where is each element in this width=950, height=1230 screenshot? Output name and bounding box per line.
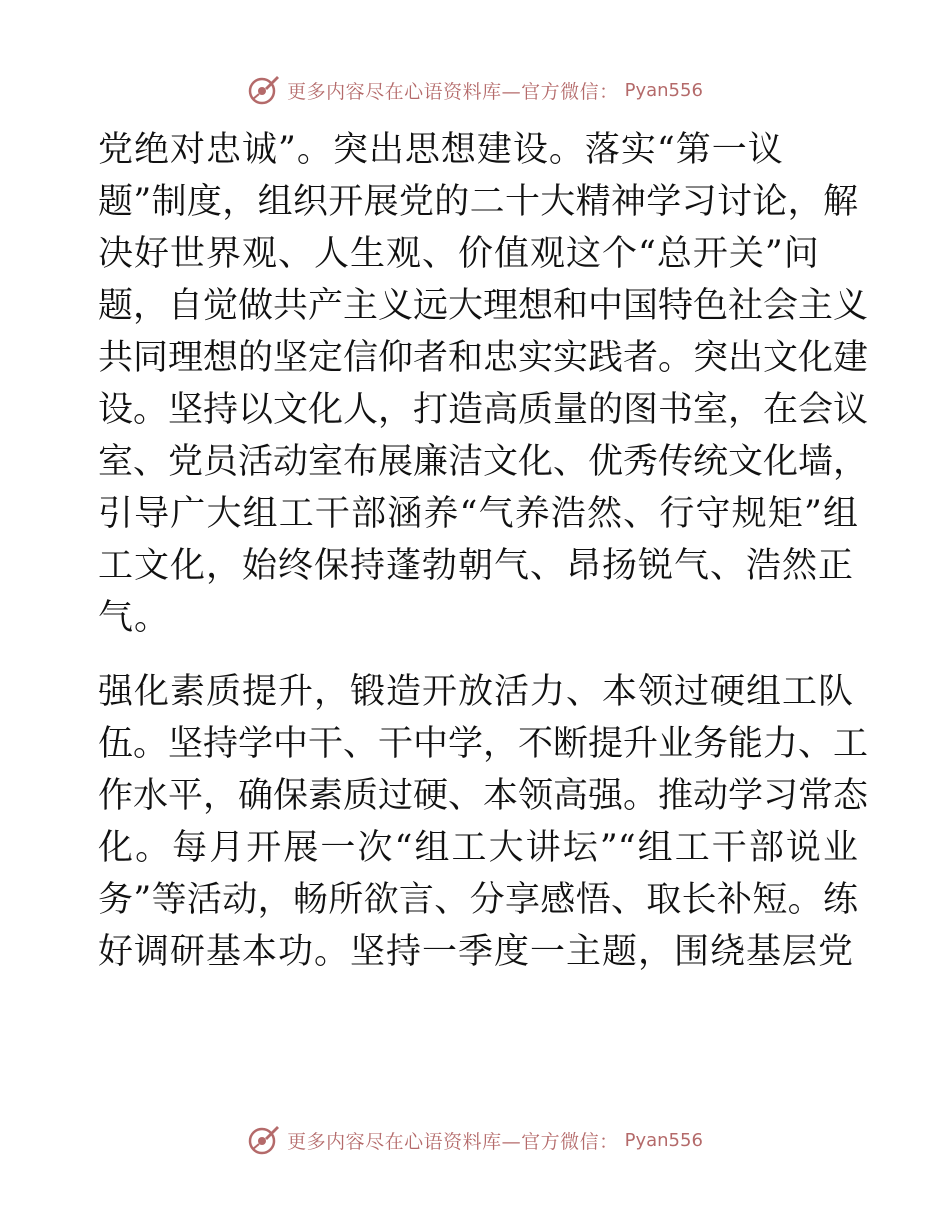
text-line: 决好世界观、人生观、价值观这个“总开关”问 (98, 234, 820, 274)
text-line: 党绝对忠诚”。突出思想建设。落实“第一议 (98, 130, 784, 170)
watermark-wechat-id: Pyan556 (624, 79, 703, 101)
text-line: 工文化，始终保持蓬勃朝气、昂扬锐气、浩然正 (98, 546, 855, 586)
watermark-text: 更多内容尽在心语资料库—官方微信： (287, 1130, 619, 1153)
text-line: 气。 (98, 598, 171, 638)
text-line: 强化素质提升，锻造开放活力、本领过硬组工队 (98, 672, 855, 712)
text-line: 题，自觉做共产主义远大理想和中国特色社会主义 (98, 286, 869, 326)
text-line: 室、党员活动室布展廉洁文化、优秀传统文化墙， (98, 442, 869, 482)
paragraph (98, 666, 869, 978)
text-line: 题”制度，组织开展党的二十大精神学习讨论，解 (98, 182, 858, 222)
footer-watermark (0, 1120, 950, 1160)
text-line: 作水平，确保素质过硬、本领高强。推动学习常态 (98, 776, 869, 816)
header-watermark (0, 70, 950, 110)
text-line: 化。每月开展一次“组工大讲坛”“组工干部说业 (98, 828, 858, 868)
text-line: 共同理想的坚定信仰者和忠实实践者。突出文化建 (98, 338, 869, 378)
text-line: 伍。坚持学中干、干中学，不断提升业务能力、工 (98, 724, 869, 764)
paragraph (98, 124, 869, 644)
pen-logo-icon (247, 1123, 281, 1157)
text-line: 引导广大组工干部涵养“气养浩然、行守规矩”组 (98, 494, 858, 534)
text-line: 务”等活动，畅所欲言、分享感悟、取长补短。练 (98, 880, 858, 920)
text-line: 好调研基本功。坚持一季度一主题，围绕基层党 (98, 932, 855, 972)
text-line: 设。坚持以文化人，打造高质量的图书室，在会议 (98, 390, 869, 430)
pen-logo-icon (247, 73, 281, 107)
watermark-text: 更多内容尽在心语资料库—官方微信： (287, 80, 619, 103)
watermark-wechat-id: Pyan556 (624, 1129, 703, 1151)
document-body (98, 124, 869, 978)
